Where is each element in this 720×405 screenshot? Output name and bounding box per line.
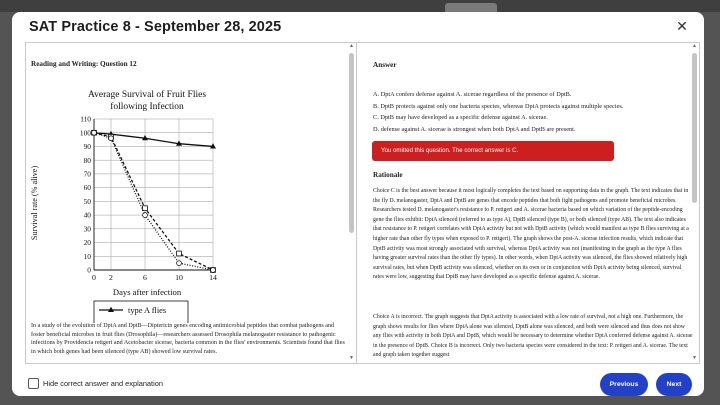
practice-review-modal xyxy=(12,12,704,396)
choice-d: D. defense against A. sicerae is strongest when both DptA and DptB are present. xyxy=(373,125,576,133)
legend-label-type-A-flies: type A flies xyxy=(128,306,167,315)
answer-scrollbar[interactable] xyxy=(691,43,698,363)
hide-answer-label[interactable]: Hide correct answer and explanation xyxy=(43,379,163,388)
next-button[interactable]: Next xyxy=(656,373,692,396)
chart-series xyxy=(91,130,216,273)
rationale-paragraph-2: Choice A is incorrect. The graph suggests that DptA activity is associated with a low rate of survival, not a high one. Furthermore, the graph shows results for flies where DptA alone was silenced, DptB alone was silenced, and both were silenced and thus does not show any flies with activity in both DptA and DptB, which would be necessary to determine whether DptA conferred defense against A. sicerae in the presence of DptB. Choice B is incorrect. Only two bacteria species were considered in the text: P. rettgeri and A. sicerae. The text and graph taken together suggest xyxy=(373,314,693,359)
passage-text: In a study of the evolution of DptA and DptB—Diptericin genes encoding antimicrobial peptides that combat pathogens and foster beneficial microbes in fruit flies (Drosophila)—researchers assessed Drosophila melanogaster resistance to pathogenic infections by Providencia rettgeri and Acetobacter sicerae, bacteria common in the flies' environments. Scientists found that flies in which both genes had been silenced (type AB) showed low survival rates. xyxy=(31,323,345,355)
ytick-label-100: 100 xyxy=(79,128,91,138)
ytick-label-110: 110 xyxy=(80,114,91,124)
xtick-label-6: 6 xyxy=(143,273,147,282)
chart-xlabel: Days after infection xyxy=(112,287,182,297)
chart-legend xyxy=(94,301,188,323)
answer-pane[interactable] xyxy=(356,42,700,364)
chevron-down-icon[interactable]: ▼ xyxy=(349,356,354,361)
chart-ylabel: Survival rate (% alive) xyxy=(30,165,39,241)
chevron-down-icon[interactable]: ▼ xyxy=(692,356,697,361)
scroll-thumb[interactable] xyxy=(692,53,697,203)
ytick-label-80: 80 xyxy=(83,155,91,165)
scroll-thumb[interactable] xyxy=(349,53,354,233)
ytick-label-90: 90 xyxy=(83,142,91,152)
close-icon[interactable]: ✕ xyxy=(676,18,688,34)
ytick-label-30: 30 xyxy=(83,224,91,234)
point-type-B-flies-6 xyxy=(143,213,148,218)
ytick-label-40: 40 xyxy=(83,210,91,220)
modal-title: SAT Practice 8 - September 28, 2025 xyxy=(29,19,282,35)
ytick-label-20: 20 xyxy=(83,238,91,248)
xtick-label-2: 2 xyxy=(109,273,113,282)
chevron-up-icon[interactable]: ▲ xyxy=(692,44,697,49)
question-pane[interactable] xyxy=(25,42,357,364)
survival-chart xyxy=(26,77,346,323)
omitted-answer-banner: You omitted this question. The correct answer is C. xyxy=(372,141,614,161)
ytick-label-10: 10 xyxy=(83,251,91,261)
point-type-B-flies-10 xyxy=(177,261,182,266)
chart-title-line-2: following Infection xyxy=(110,102,184,112)
point-type-B-flies-2 xyxy=(109,136,114,141)
question-scrollbar[interactable] xyxy=(348,43,355,363)
chart-axes xyxy=(80,115,217,282)
choice-b: B. DptB protects against only one bacteria species, whereas DptA protects against multiple species. xyxy=(373,102,624,110)
ytick-label-50: 50 xyxy=(83,196,91,206)
ytick-label-60: 60 xyxy=(83,183,91,193)
rationale-heading: Rationale xyxy=(373,171,403,179)
modal-header xyxy=(12,12,704,40)
browser-top-strip xyxy=(0,0,720,12)
previous-button[interactable]: Previous xyxy=(600,373,648,396)
rationale-paragraph-1: Choice C is the best answer because it most logically completes the text based on supporting data in the graph. The text indicates that in the fly D. melanogaster, DptA and DptB are genes that encode peptides that both fight pathogens and promote beneficial microbes. Researchers tested D. melanogaster's resistance to P. rettgeri and A. sicerae bacteria based on which variation of the peptide-encoding gene the flies exhibit: DptA silenced (referred to as type A), DptB silenced (type B), or both silenced (type AB). The text also indicates that resistance to P. rettgeri correlates with DptA activity but not with DptB activity (which would manifest as type B flies surviving at a higher rate than other fly types when exposed to P. rettgeri). The graph shows the post-A. sicerae infection results, which indicate that DptB activity was most strongly associated with survival, whereas DptA activity was not (manifesting in the graph as the type A flies having greater survival rates than the other fly types). In other words, when DptA activity was silenced, the flies showed relatively high survival rates, but when DptB activity was silenced, whether on its own or in conjunction with DptA activity being silenced, survival rates were low, suggesting that DptB may have developed as a specific defense against A. sicerae. xyxy=(373,188,689,281)
answer-choices xyxy=(373,89,693,135)
chart-title-line-1: Average Survival of Fruit Flies xyxy=(87,90,207,100)
xtick-label-14: 14 xyxy=(209,273,217,282)
ytick-label-0: 0 xyxy=(87,265,91,275)
question-heading: Reading and Writing: Question 12 xyxy=(31,60,137,68)
xtick-label-0: 0 xyxy=(92,273,96,282)
choice-a: A. DptA confers defense against A. sicerae regardless of the presence of DptB. xyxy=(373,91,572,98)
point-type-B-flies-14 xyxy=(211,268,216,273)
choice-c: C. DptB may have developed as a specific defense against A. sicerae. xyxy=(373,114,548,122)
hide-answer-checkbox[interactable] xyxy=(28,378,39,389)
modal-footer xyxy=(12,364,704,396)
xtick-label-10: 10 xyxy=(175,273,183,282)
answer-heading: Answer xyxy=(373,61,397,69)
point-type-AB-flies-10 xyxy=(177,251,182,256)
point-type-B-flies-0 xyxy=(92,130,97,135)
chevron-up-icon[interactable]: ▲ xyxy=(349,44,354,49)
ytick-label-70: 70 xyxy=(83,169,91,179)
browser-tab-hint xyxy=(445,3,497,12)
